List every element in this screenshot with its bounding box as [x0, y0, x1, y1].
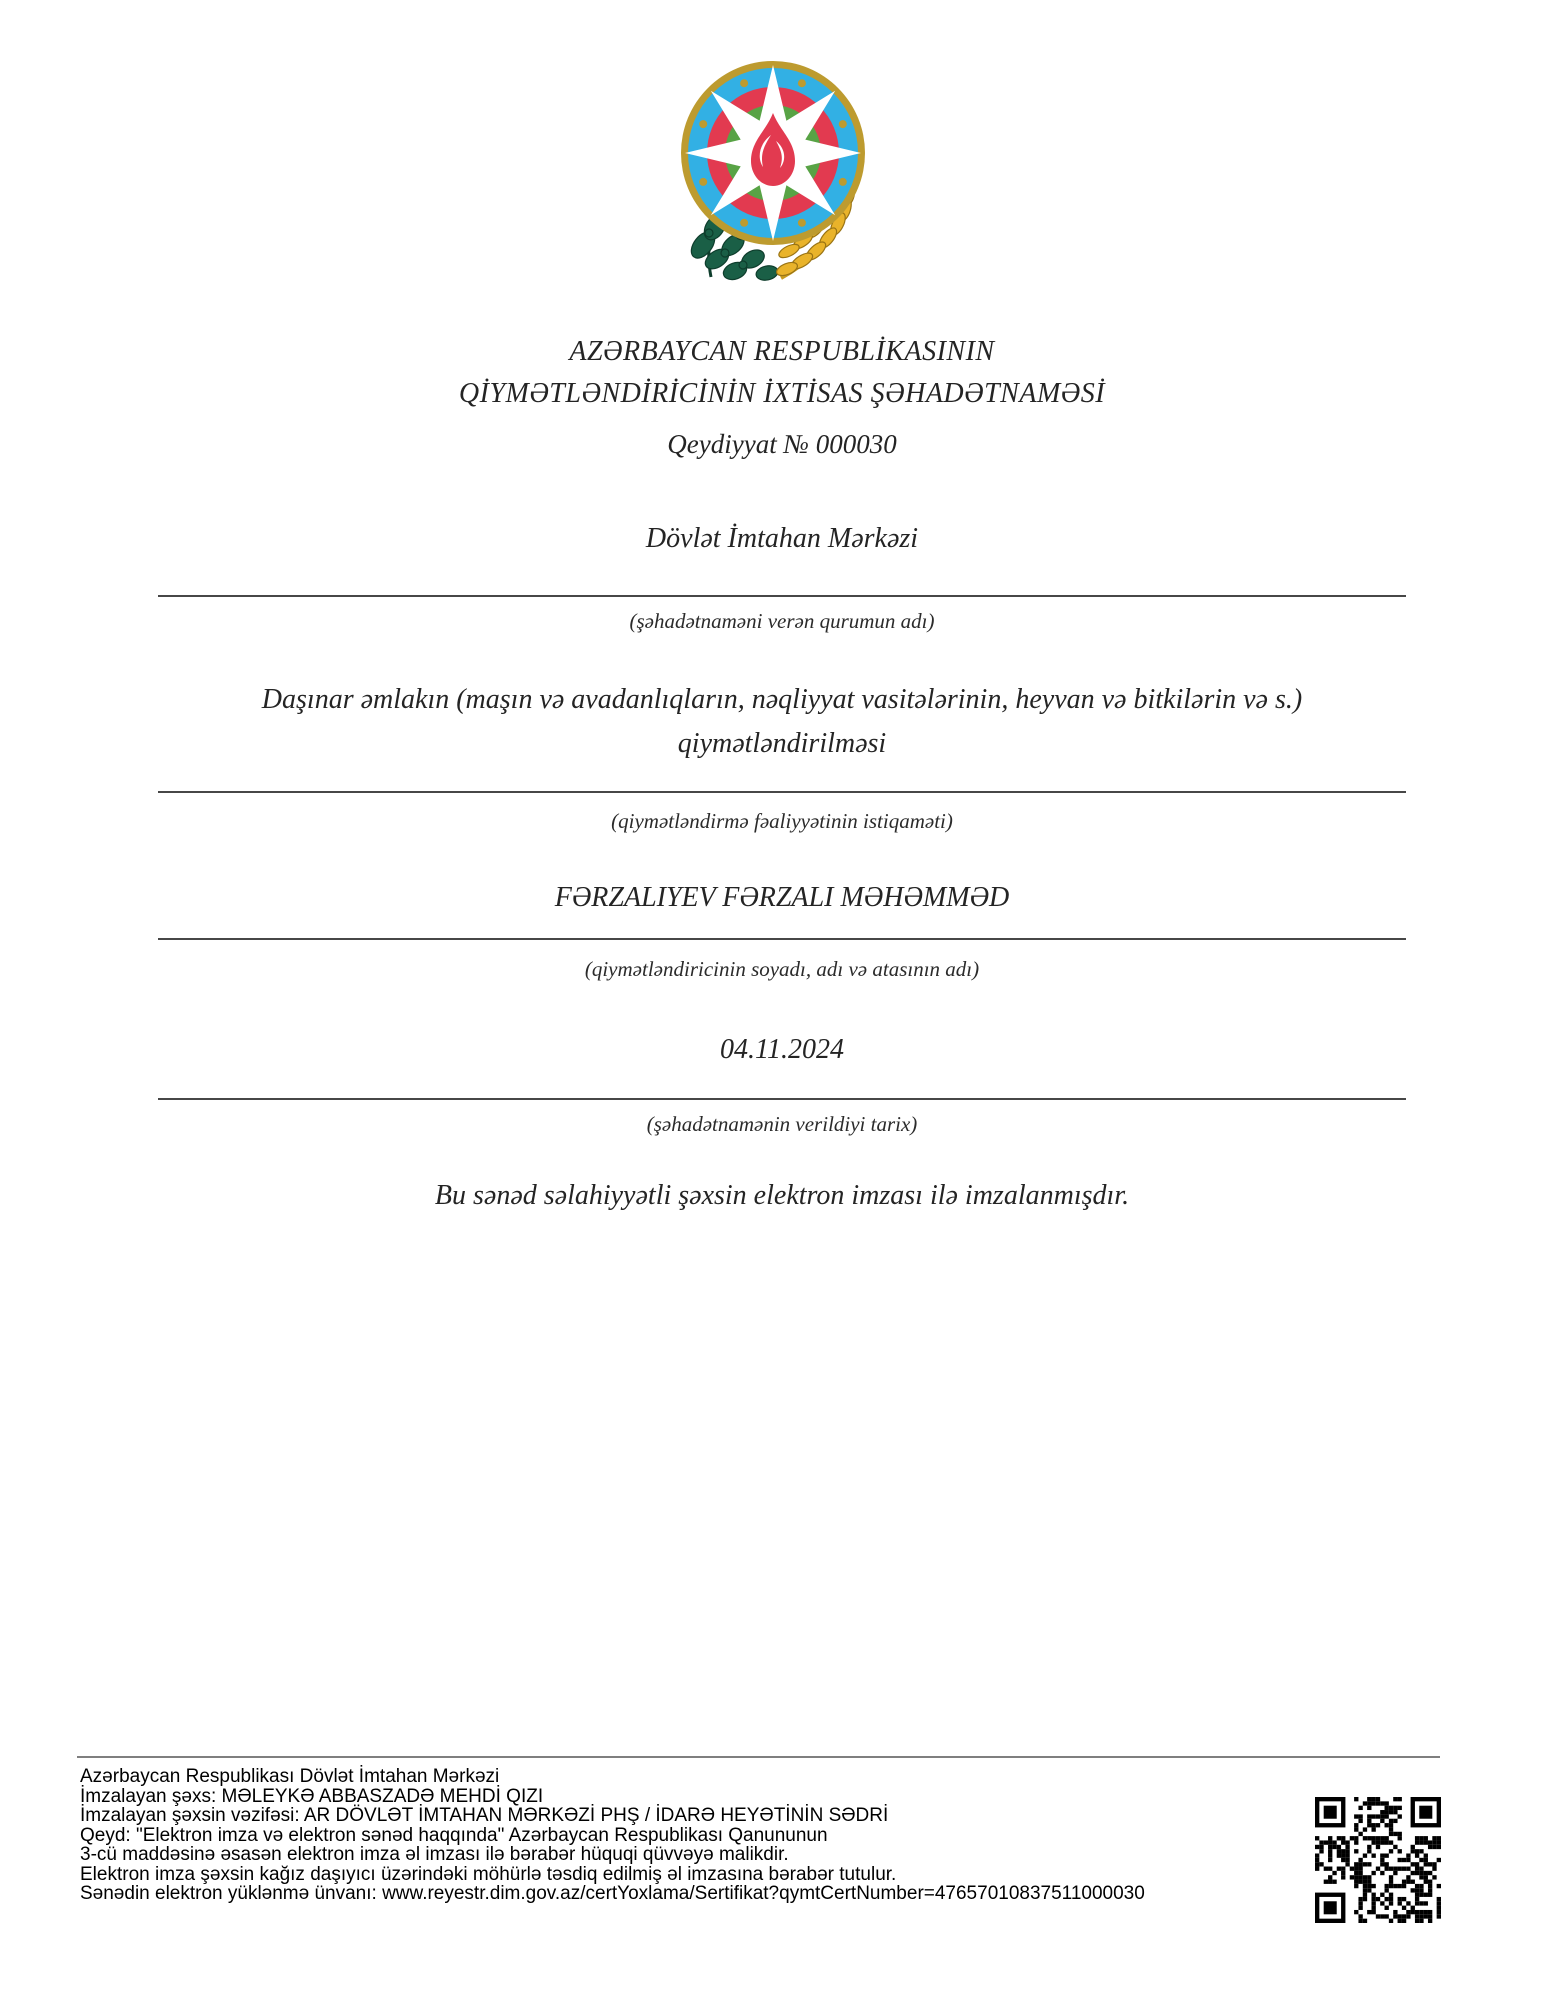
document-title	[158, 331, 1406, 415]
footer-line: İmzalayan şəxsin vəzifəsi: AR DÖVLƏT İMTAHAN MƏRKƏZİ PHŞ / İDARƏ HEYƏTİNİN SƏDRİ	[80, 1805, 889, 1826]
registration-number: Qeydiyyat № 000030	[667, 429, 897, 459]
issue-date-caption: (şəhadətnamənin verildiyi tarix)	[646, 1112, 918, 1136]
footer-line: 3-cü maddəsinə əsasən elektron imza əl imzası ilə bərabər hüquqi qüvvəyə malikdir.	[80, 1844, 789, 1865]
footer-divider	[77, 1756, 1440, 1758]
issuing-body-caption: (şəhadətnaməni verən qurumun adı)	[629, 609, 935, 633]
footer-line: Elektron imza şəxsin kağız daşıyıcı üzərindəki möhürlə təsdiq edilmiş əl imzasına bərabər tutulur.	[80, 1863, 897, 1885]
signature-note: Bu sənəd səlahiyyətli şəxsin elektron imzası ilə imzalanmışdır.	[434, 1180, 1130, 1211]
footer-line: İmzalayan şəxs: MƏLEYKƏ ABBASZADƏ MEHDİ QIZI	[80, 1785, 544, 1807]
qr-code	[1315, 1797, 1441, 1923]
valuation-direction-caption: (qiymətləndirmə fəaliyyətinin istiqaməti)	[611, 809, 953, 833]
valuation-direction-value: Daşınar əmlakın (maşın və avadanlıqların, nəqliyyat vasitələrinin, heyvan və bitkilərin və s.) qiymətləndirilməsi	[261, 684, 1303, 759]
title-line-2: QİYMƏTLƏNDİRİCİNİN İXTİSAS ŞƏHADƏTNAMƏSİ	[458, 378, 1106, 409]
evaluator-name-value: FƏRZALIYEV FƏRZALI MƏHƏMMƏD	[554, 882, 1010, 913]
title-line-1: AZƏRBAYCAN RESPUBLİKASININ	[569, 336, 995, 367]
field-underline	[158, 595, 1406, 597]
footer-line: Azərbaycan Respublikası Dövlət İmtahan Mərkəzi	[80, 1766, 500, 1787]
footer-line: Qeyd: "Elektron imza və elektron sənəd haqqında" Azərbaycan Respublikası Qanununun	[80, 1824, 828, 1846]
field-underline	[158, 938, 1406, 940]
issue-date-value: 04.11.2024	[720, 1034, 844, 1065]
footer-line: Sənədin elektron yüklənmə ünvanı: www.reyestr.dim.gov.az/certYoxlama/Sertifikat?qymtCertNumber=47657010837511000030	[80, 1883, 1145, 1904]
field-underline	[158, 791, 1406, 793]
footer-signature-block	[80, 1767, 1320, 1904]
azerbaijan-coat-of-arms-icon	[667, 57, 879, 285]
evaluator-name-caption: (qiymətləndiricinin soyadı, adı və atasının adı)	[584, 957, 980, 981]
issuing-body-value: Dövlət İmtahan Mərkəzi	[645, 523, 919, 554]
field-underline	[158, 1098, 1406, 1100]
